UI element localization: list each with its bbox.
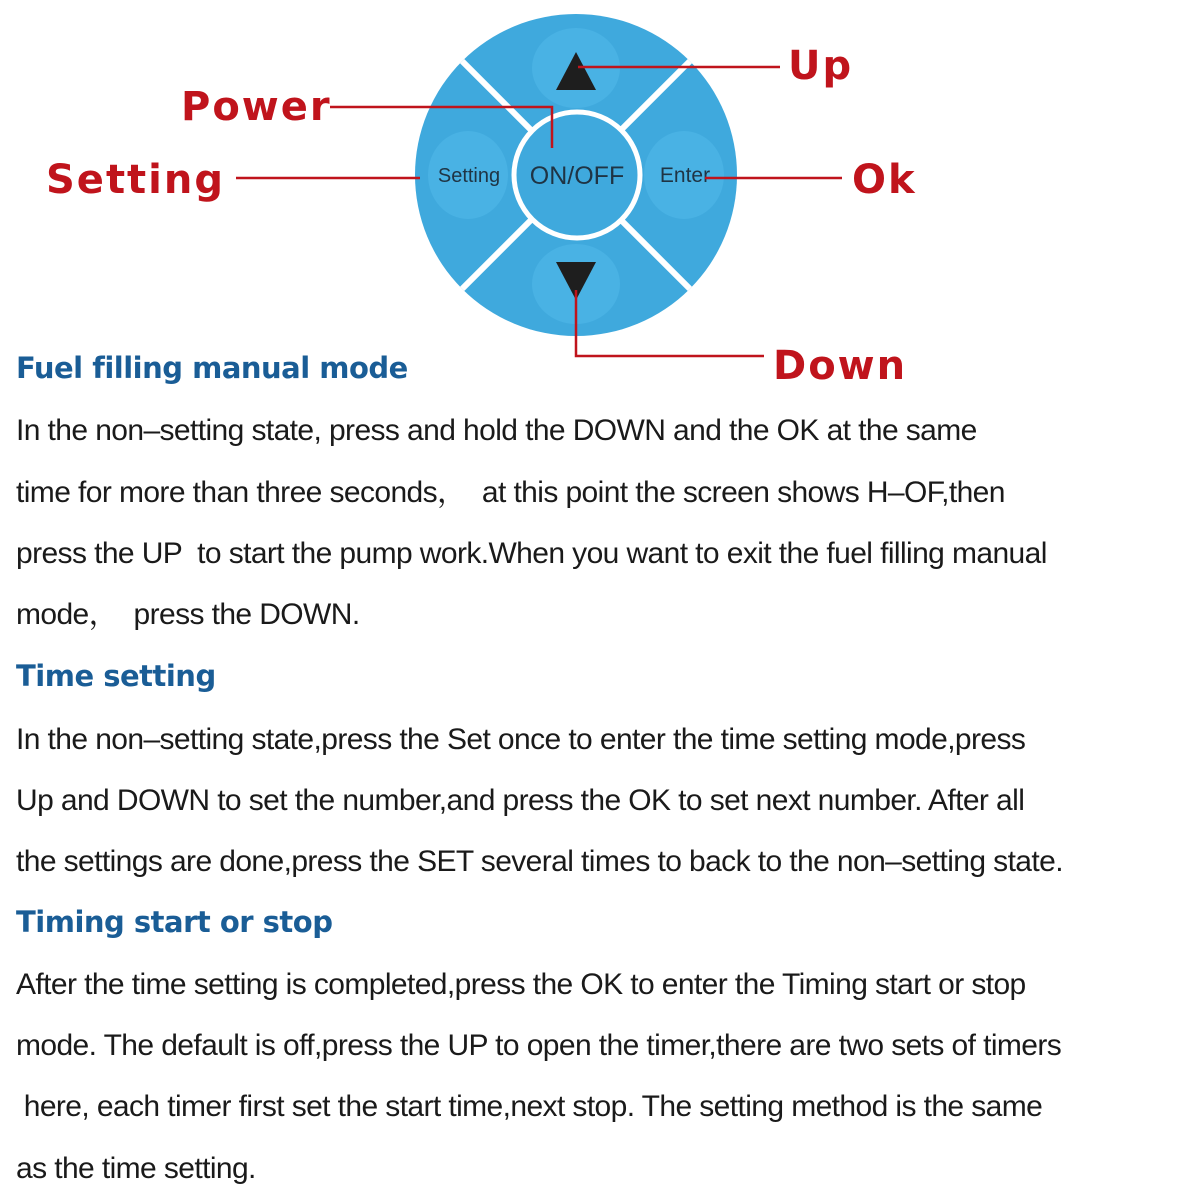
body-line: In the non–setting state,press the Set once to enter the time setting mode,press <box>16 723 1026 756</box>
body-line: time for more than three seconds， at this point the screen shows H–OF,then <box>16 476 1005 509</box>
down-callout-label: Down <box>773 343 908 389</box>
setting-callout-label: Setting <box>46 157 225 203</box>
enter-button-label: Enter <box>659 164 711 187</box>
section-heading: Time setting <box>16 659 216 693</box>
body-line: In the non–setting state, press and hold the DOWN and the OK at the same <box>16 414 977 447</box>
body-line: press the UP to start the pump work.When you want to exit the fuel filling manual <box>16 537 1047 570</box>
section-heading: Fuel filling manual mode <box>16 351 408 385</box>
body-line: Up and DOWN to set the number,and press the OK to set next number. After all <box>16 784 1025 817</box>
body-line: here, each timer first set the start time,next stop. The setting method is the same <box>16 1090 1043 1123</box>
center-button-label: ON/OFF <box>529 162 625 190</box>
body-line: the settings are done,press the SET several times to back to the non–setting state. <box>16 845 1063 878</box>
body-line: mode， press the DOWN. <box>16 598 360 631</box>
body-line: After the time setting is completed,press the OK to enter the Timing start or stop <box>16 968 1026 1001</box>
up-callout-label: Up <box>788 43 854 89</box>
body-line: as the time setting. <box>16 1152 256 1185</box>
section-heading: Timing start or stop <box>16 905 333 939</box>
ok-callout-label: Ok <box>852 157 917 203</box>
body-line: mode. The default is off,press the UP to open the timer,there are two sets of timers <box>16 1029 1062 1062</box>
setting-button-label: Setting <box>437 165 501 187</box>
power-callout-label: Power <box>181 84 332 130</box>
